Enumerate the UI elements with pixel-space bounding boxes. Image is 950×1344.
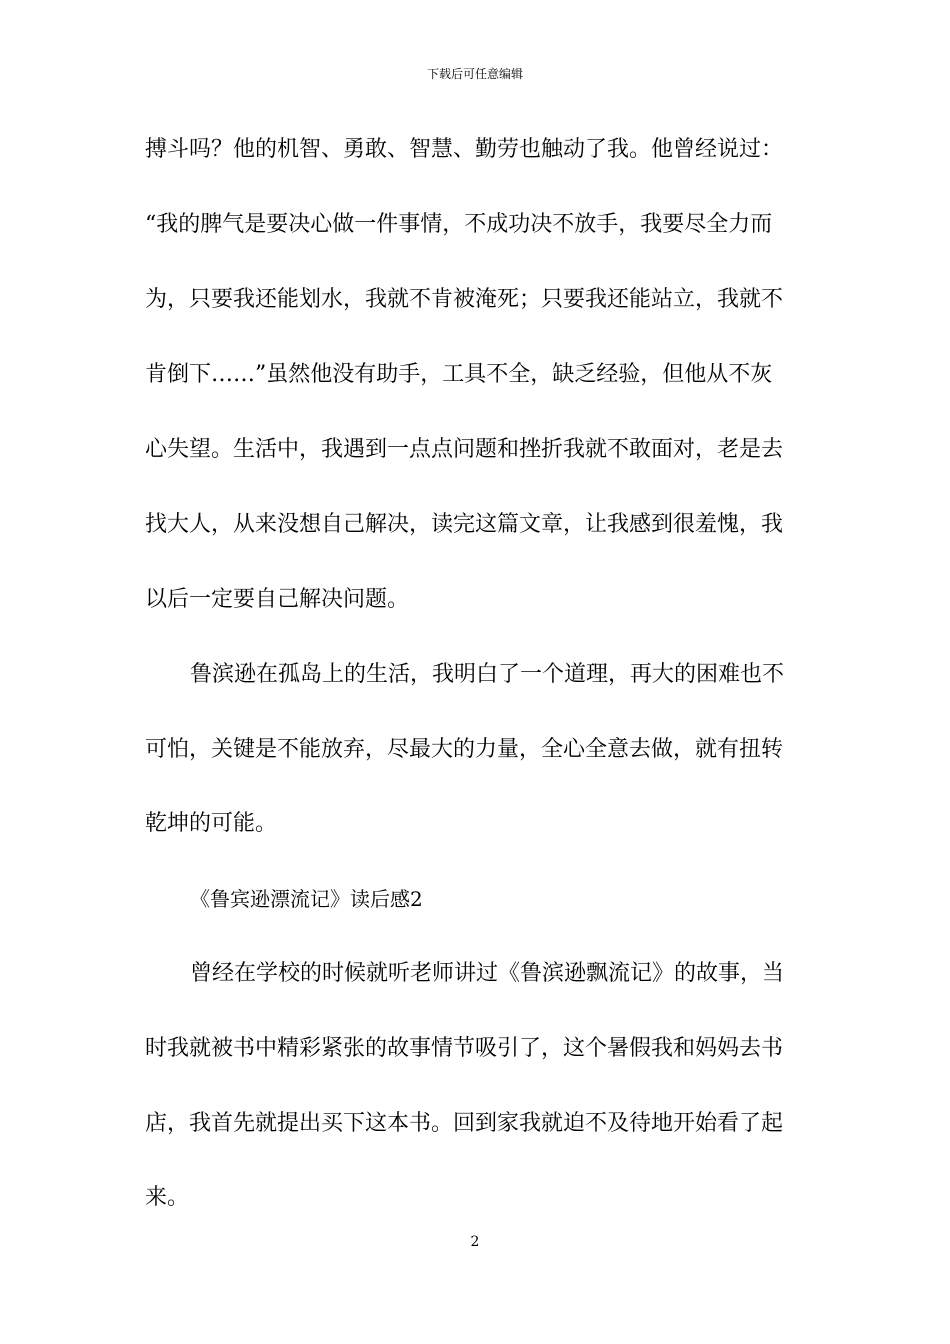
text-line: 找大人，从来没想自己解决，读完这篇文章，让我感到很羞愧，我 [145,512,784,537]
text-line: 以后一定要自己解决问题。 [145,587,410,612]
text-line: 时我就被书中精彩紧张的故事情节吸引了，这个暑假我和妈妈去书 [145,1036,784,1061]
text-line: 曾经在学校的时候就听老师讲过《鲁滨逊飘流记》的故事，当 [190,961,785,986]
section-title: 《鲁宾逊漂流记》读后感2 [190,887,423,911]
text-line: 搏斗吗？他的机智、勇敢、智慧、勤劳也触动了我。他曾经说过： [145,137,784,162]
text-line: 可怕，关键是不能放弃，尽最大的力量，全心全意去做，就有扭转 [145,737,784,762]
text-line: 肯倒下……”虽然他没有助手，工具不全，缺乏经验，但他从不灰 [145,362,773,387]
text-line: 店，我首先就提出买下这本书。回到家我就迫不及待地开始看了起 [145,1111,784,1136]
page-number: 2 [470,1234,480,1250]
text-line: 为，只要我还能划水，我就不肯被淹死；只要我还能站立，我就不 [145,287,784,312]
page-header: 下载后可任意编辑 [426,67,523,81]
text-line: 乾坤的可能。 [145,811,278,836]
text-line: 心失望。生活中，我遇到一点点问题和挫折我就不敢面对，老是去 [145,437,784,462]
text-line: 鲁滨逊在孤岛上的生活，我明白了一个道理，再大的困难也不 [190,662,785,687]
text-line: 来。 [145,1185,190,1210]
text-line: “我的脾气是要决心做一件事情，不成功决不放手，我要尽全力而 [145,212,773,237]
